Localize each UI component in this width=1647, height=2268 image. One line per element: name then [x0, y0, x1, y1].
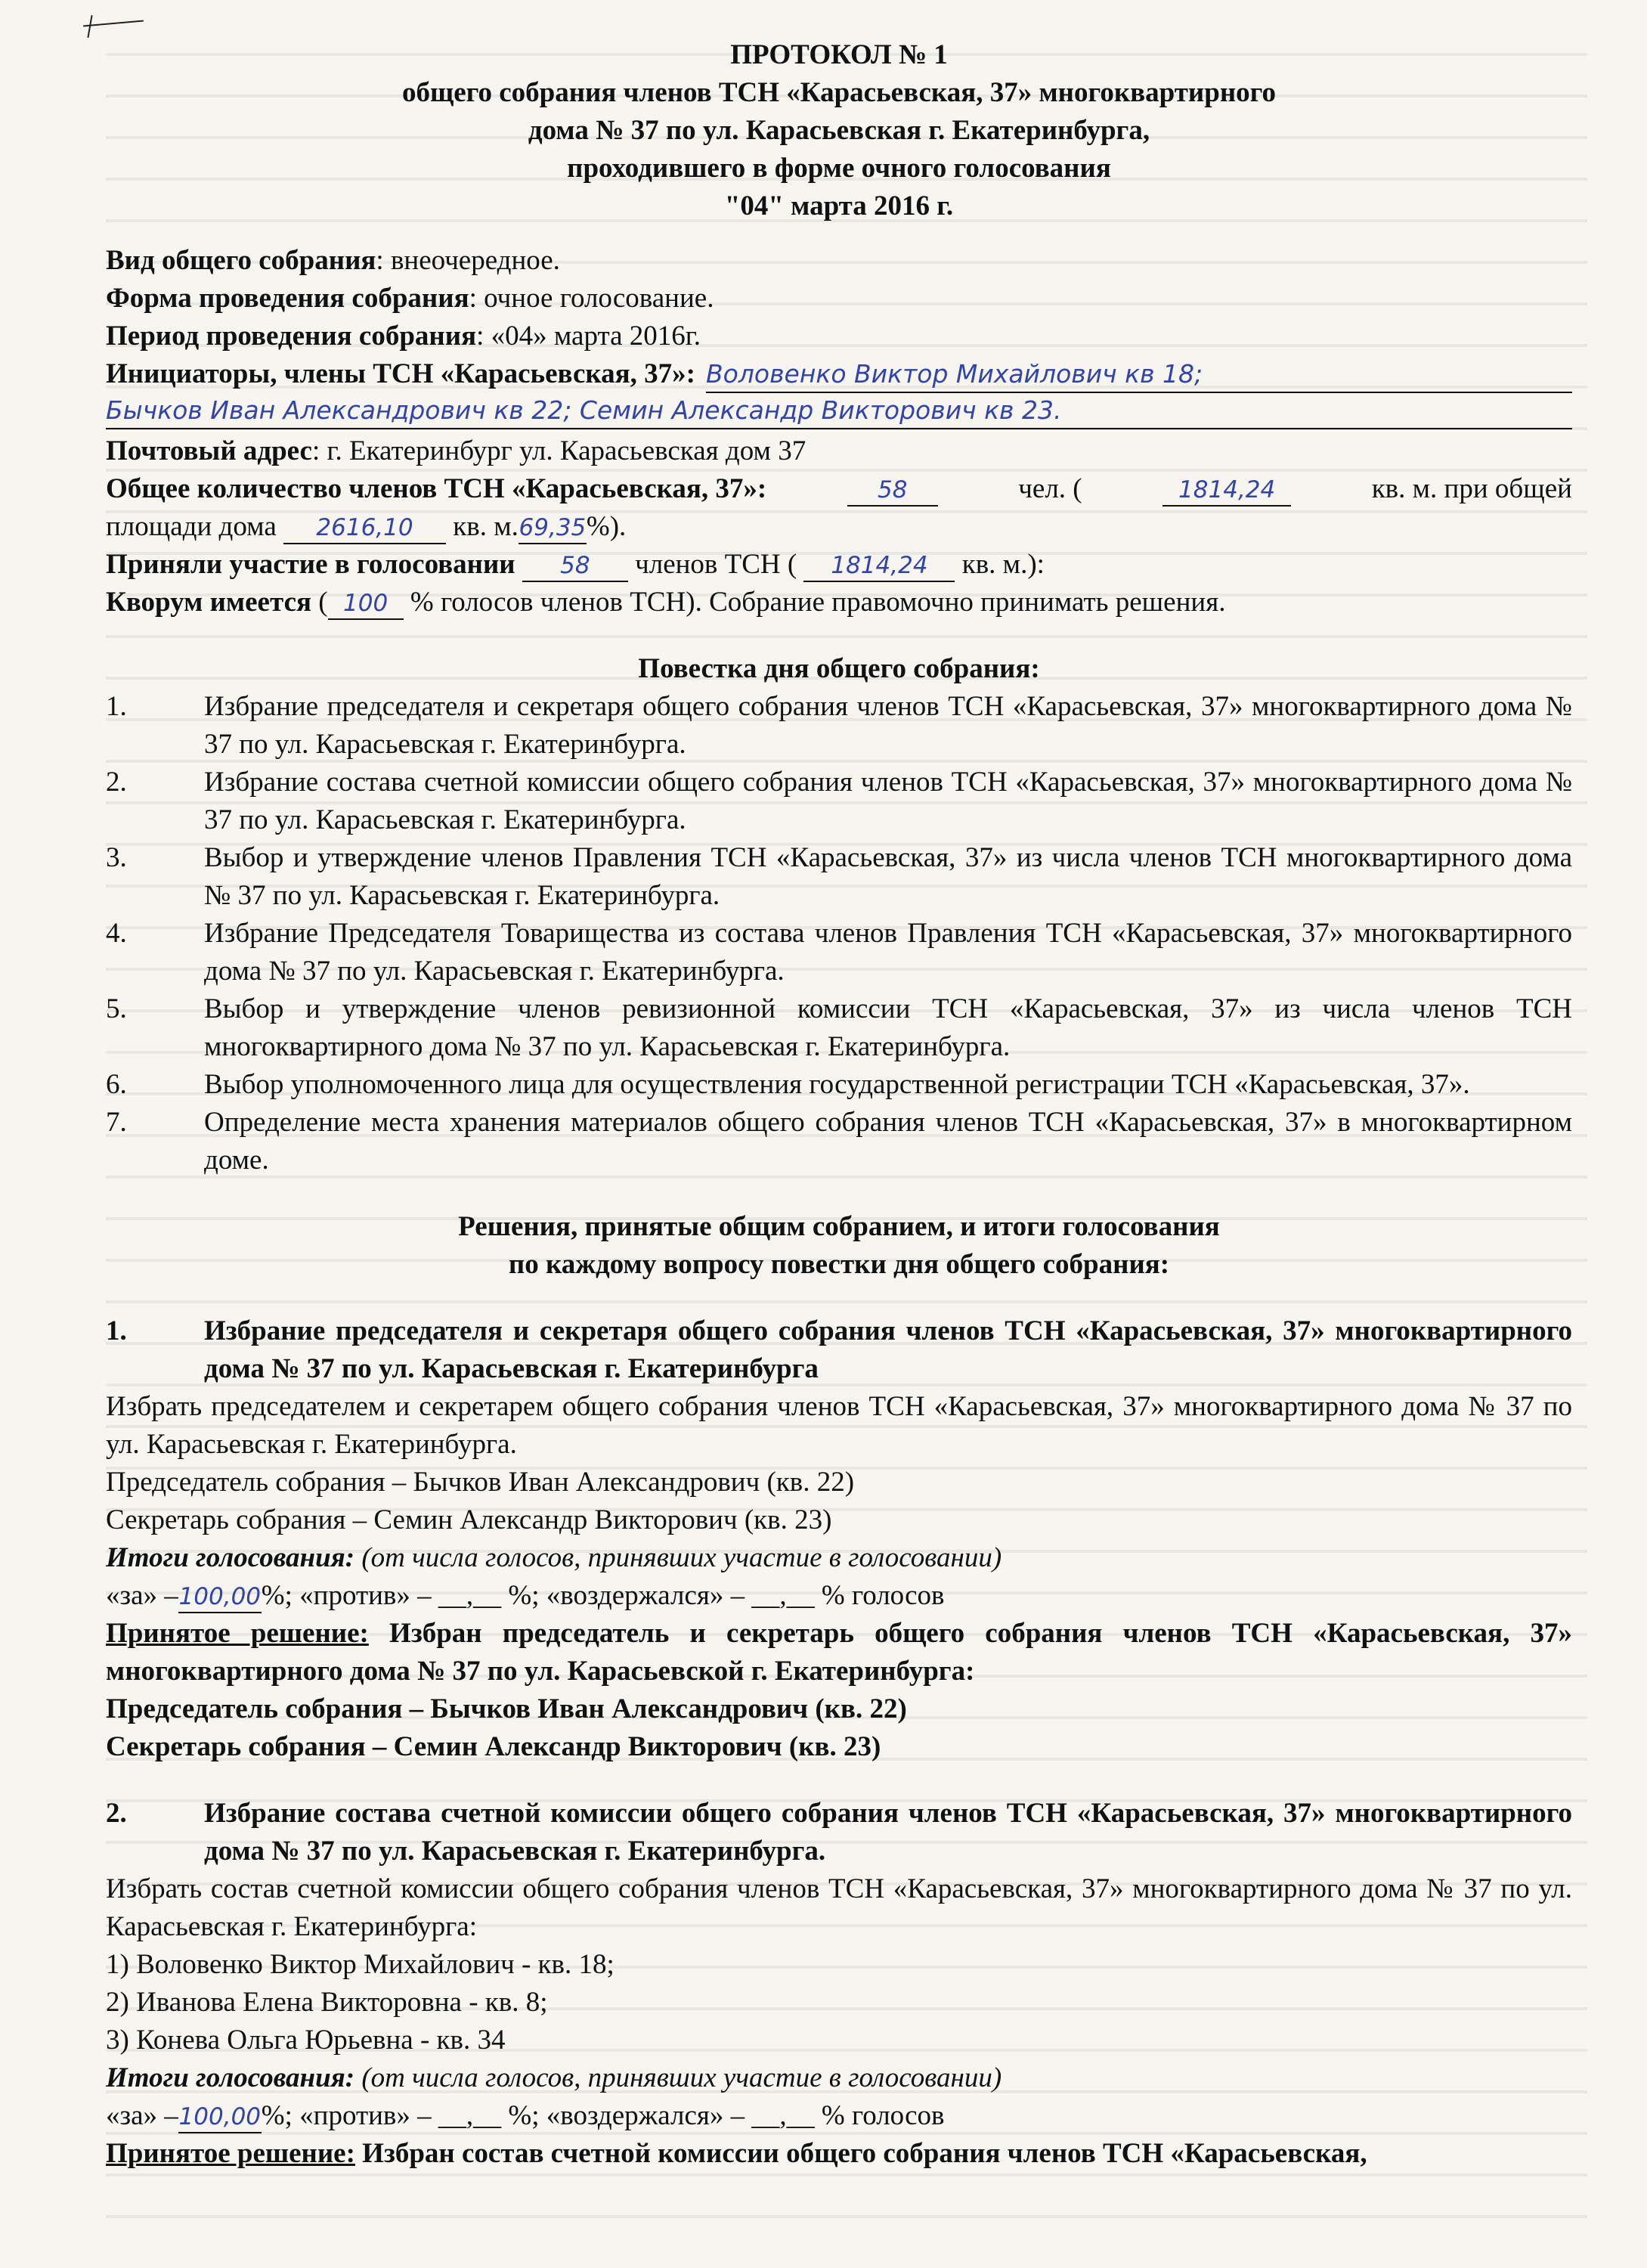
participated-area-handwritten: 1814,24: [803, 550, 955, 582]
meeting-period: Период проведения собрания: «04» марта 2016г.: [106, 321, 701, 352]
decision-2-body: Избрать состав счетной комиссии общего собрания членов ТСН «Карасьевская, 37» многоквартирного дома № 37 по ул. Карасьевская г. Екатеринбурга:: [106, 1873, 1572, 1942]
postal-address: Почтовый адрес: г. Екатеринбург ул. Карасьевская дом 37: [106, 435, 806, 466]
decision-2-member: 2) Иванова Елена Викторовна - кв. 8;: [106, 1987, 548, 2018]
title-line-2: общего собрания членов ТСН «Карасьевская, 37» многоквартирного: [401, 77, 1277, 108]
protocol-title: [106, 36, 1572, 225]
total-members-line: Общее количество членов ТСН «Карасьевская, 37»: 58 чел. ( 1814,24 кв. м. при общей: [106, 470, 1572, 508]
pen-mark: [83, 20, 144, 27]
house-area-line: площади дома 2616,10 кв. м.69,35%).: [106, 508, 1572, 546]
decision-2-title: 2. Избрание состава счетной комиссии общего собрания членов ТСН «Карасьевская, 37» многоквартирного дома № 37 по ул. Карасьевская г. Екатеринбурга.: [106, 1798, 1572, 1867]
house-area-handwritten: 2616,10: [283, 513, 446, 544]
decision-2: [106, 1795, 1572, 2173]
participated-handwritten: 58: [522, 550, 628, 582]
vote-for-handwritten: 100,00: [178, 1582, 262, 1613]
decision-1-outcome-secretary: Секретарь собрания – Семин Александр Викторович (кв. 23): [106, 1731, 881, 1762]
agenda-item: 4. Избрание Председателя Товарищества из состава членов Правления ТСН «Карасьевская, 37» многоквартирного дома № 37 по ул. Карасьевская г. Екатеринбурга.: [106, 918, 1572, 987]
meeting-type: Вид общего собрания: внеочередное.: [106, 245, 560, 276]
percent-handwritten: 69,35: [519, 513, 587, 544]
vote-for-handwritten: 100,00: [178, 2102, 262, 2133]
title-line-4: проходившего в форме очного голосования: [567, 153, 1111, 184]
decision-1-votes: «за» –100,00%; «против» – __,__ %; «воздержался» – __,__ % голосов: [106, 1577, 1572, 1615]
decision-2-results: Итоги голосования: (от числа голосов, принявших участие в голосовании): [106, 2062, 1002, 2093]
decision-1-secretary: Секретарь собрания – Семин Александр Викторович (кв. 23): [106, 1504, 832, 1535]
decision-1-outcome-chair: Председатель собрания – Бычков Иван Александрович (кв. 22): [106, 1693, 907, 1724]
participated-line: Приняли участие в голосовании 58 членов ТСН ( 1814,24 кв. м.):: [106, 546, 1572, 584]
pen-mark-tick: [87, 15, 92, 38]
agenda-heading: Повестка дня общего собрания:: [638, 653, 1040, 684]
decision-1-outcome: Принятое решение: Избран председатель и секретарь общего собрания членов ТСН «Карасьевская, 37» многоквартирного дома № 37 по ул. Карасьевской г. Екатеринбурга:: [106, 1618, 1572, 1687]
decision-2-votes: «за» –100,00%; «против» – __,__ %; «воздержался» – __,__ % голосов: [106, 2097, 1572, 2135]
decision-2-outcome: Принятое решение: Избран состав счетной комиссии общего собрания членов ТСН «Карасьевская,: [106, 2138, 1367, 2169]
decisions-heading: Решения, принятые общим собранием, и итоги голосования по каждому вопросу повестки дня общего собрания:: [458, 1211, 1220, 1280]
initiators-handwritten-1: Воловенко Виктор Михайлович кв 18;: [706, 357, 1572, 393]
agenda-item: 3. Выбор и утверждение членов Правления ТСН «Карасьевская, 37» из числа членов ТСН многоквартирного дома № 37 по ул. Карасьевская г. Екатеринбурга.: [106, 842, 1572, 911]
agenda-item: 2. Избрание состава счетной комиссии общего собрания членов ТСН «Карасьевская, 37» многоквартирного дома № 37 по ул. Карасьевская г. Екатеринбурга.: [106, 767, 1572, 835]
decision-2-member: 3) Конева Ольга Юрьевна - кв. 34: [106, 2025, 506, 2056]
agenda-item: 6. Выбор уполномоченного лица для осуществления государственной регистрации ТСН «Карасьевская, 37».: [106, 1069, 1470, 1100]
decision-1-results: Итоги голосования: (от числа голосов, принявших участие в голосовании): [106, 1542, 1002, 1573]
agenda-item: 1. Избрание председателя и секретаря общего собрания членов ТСН «Карасьевская, 37» многоквартирного дома № 37 по ул. Карасьевская г. Екатеринбурга.: [106, 691, 1572, 760]
decision-1: [106, 1312, 1572, 1766]
decision-1-body: Избрать председателем и секретарем общего собрания членов ТСН «Карасьевская, 37» многоквартирного дома № 37 по ул. Карасьевская г. Екатеринбурга.: [106, 1391, 1572, 1460]
quorum-handwritten: 100: [328, 588, 404, 620]
initiators-handwritten-2: Бычков Иван Александрович кв 22; Семин Александр Викторович кв 23.: [106, 393, 1572, 429]
total-area-handwritten: 1814,24: [1162, 475, 1291, 507]
title-line-3: дома № 37 по ул. Карасьевская г. Екатеринбурга,: [528, 115, 1150, 146]
decision-2-member: 1) Воловенко Виктор Михайлович - кв. 18;: [106, 1949, 615, 1980]
agenda-item: 7. Определение места хранения материалов общего собрания членов ТСН «Карасьевская, 37» в многоквартирном доме.: [106, 1107, 1572, 1176]
decision-1-chair: Председатель собрания – Бычков Иван Александрович (кв. 22): [106, 1467, 855, 1498]
title-line-1: ПРОТОКОЛ № 1: [730, 39, 948, 70]
document-content: [106, 36, 1572, 2173]
agenda-list: [106, 688, 1572, 1179]
decision-1-title: 1. Избрание председателя и секретаря общего собрания членов ТСН «Карасьевская, 37» многоквартирного дома № 37 по ул. Карасьевская г. Екатеринбурга: [106, 1315, 1572, 1384]
meeting-form: Форма проведения собрания: очное голосование.: [106, 283, 714, 314]
title-line-5: "04" марта 2016 г.: [724, 191, 954, 222]
initiators: Инициаторы, члены ТСН «Карасьевская, 37»: Воловенко Виктор Михайлович кв 18;: [106, 355, 1572, 393]
agenda-item: 5. Выбор и утверждение членов ревизионной комиссии ТСН «Карасьевская, 37» из числа членов ТСН многоквартирного дома № 37 по ул. Карасьевская г. Екатеринбурга.: [106, 993, 1572, 1062]
total-members-handwritten: 58: [847, 475, 938, 507]
quorum-line: Кворум имеется ( 100 % голосов членов ТСН). Собрание правомочно принимать решения.: [106, 584, 1572, 621]
